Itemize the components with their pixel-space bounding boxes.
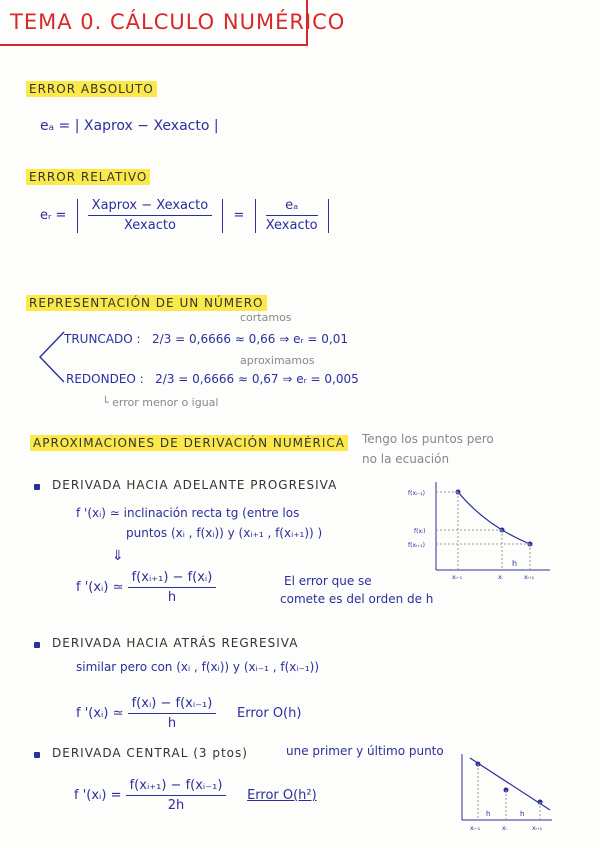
truncado-line: TRUNCADO : 2/3 = 0,6666 ≈ 0,66 ⇒ eᵣ = 0,01 [64,332,348,346]
x-label: xᵢ₊₁ [532,825,543,832]
x-label: xᵢ₋₁ [452,574,463,581]
central-diagram [452,752,556,836]
y-label: f(xᵢ) [414,528,426,535]
x-label: xᵢ₊₁ [524,574,535,581]
central-note: une primer y último punto [286,744,444,758]
h-label: h [486,810,491,818]
page-title: TEMA 0. CÁLCULO NUMÉRICO [10,10,346,34]
representacion-heading: REPRESENTACIÓN DE UN NÚMERO [26,292,267,311]
progresiva-line1: f '(xᵢ) ≃ inclinación recta tg (entre los [76,506,300,520]
y-label: f(xᵢ₋₁) [408,490,425,497]
redondeo-line: REDONDEO : 2/3 = 0,6666 ≈ 0,67 ⇒ eᵣ = 0,005 [66,372,359,386]
x-label: xᵢ₋₁ [470,825,481,832]
truncado-note: cortamos [240,311,292,324]
aproximaciones-heading: APROXIMACIONES DE DERIVACIÓN NUMÉRICA [30,432,348,451]
central-formula: f '(xᵢ) = $\frac{\text{f(xᵢ₊₁) − f(xᵢ₋₁)}}{2h}$ Error O(h²) [74,778,317,813]
progresiva-line2: puntos (xᵢ , f(xᵢ)) y (xᵢ₊₁ , f(xᵢ₊₁)) ) [126,526,323,540]
y-label: f(xᵢ₊₁) [408,542,425,549]
bullet [34,642,40,648]
central-heading: DERIVADA CENTRAL (3 ptos) [52,746,248,760]
progresiva-note1: El error que se [284,574,372,588]
brace-lines [36,330,66,384]
down-arrow-icon: ⇓ [112,548,124,564]
side-note-2: no la ecuación [362,452,450,466]
progresiva-heading: DERIVADA HACIA ADELANTE PROGRESIVA [52,478,338,492]
x-label: xᵢ [502,825,507,832]
progresiva-note2: comete es del orden de h [280,592,434,606]
bullet [34,484,40,490]
regresiva-heading: DERIVADA HACIA ATRÁS REGRESIVA [52,636,299,650]
forward-diagram [406,478,554,582]
progresiva-formula: f '(xᵢ) ≃ $\frac{\text{f(xᵢ₊₁) − f(xᵢ)}}{h}$ [76,570,216,605]
error-absoluto-formula: eₐ = | Xaprox − Xexacto | [40,118,219,134]
x-label: xᵢ [498,574,503,581]
side-note-1: Tengo los puntos pero [362,432,494,446]
bullet [34,752,40,758]
error-absoluto-heading: ERROR ABSOLUTO [26,78,157,97]
error-relativo-formula: eᵣ = $\frac{\text{Xaprox − Xexacto}}{\text{Xexacto}}$ = $\frac{\text{eₐ}}{\text{Xexacto}}$ [40,198,335,233]
h-label: h [520,810,525,818]
error-relativo-heading: ERROR RELATIVO [26,166,150,185]
representacion-footnote: └ error menor o igual [102,396,219,409]
redondeo-note: aproximamos [240,354,315,367]
regresiva-line1: similar pero con (xᵢ , f(xᵢ)) y (xᵢ₋₁ , f(xᵢ₋₁)) [76,660,320,674]
regresiva-formula: f '(xᵢ) ≃ $\frac{\text{f(xᵢ) − f(xᵢ₋₁)}}{h}$ Error O(h) [76,696,302,731]
h-label: h [512,559,518,568]
